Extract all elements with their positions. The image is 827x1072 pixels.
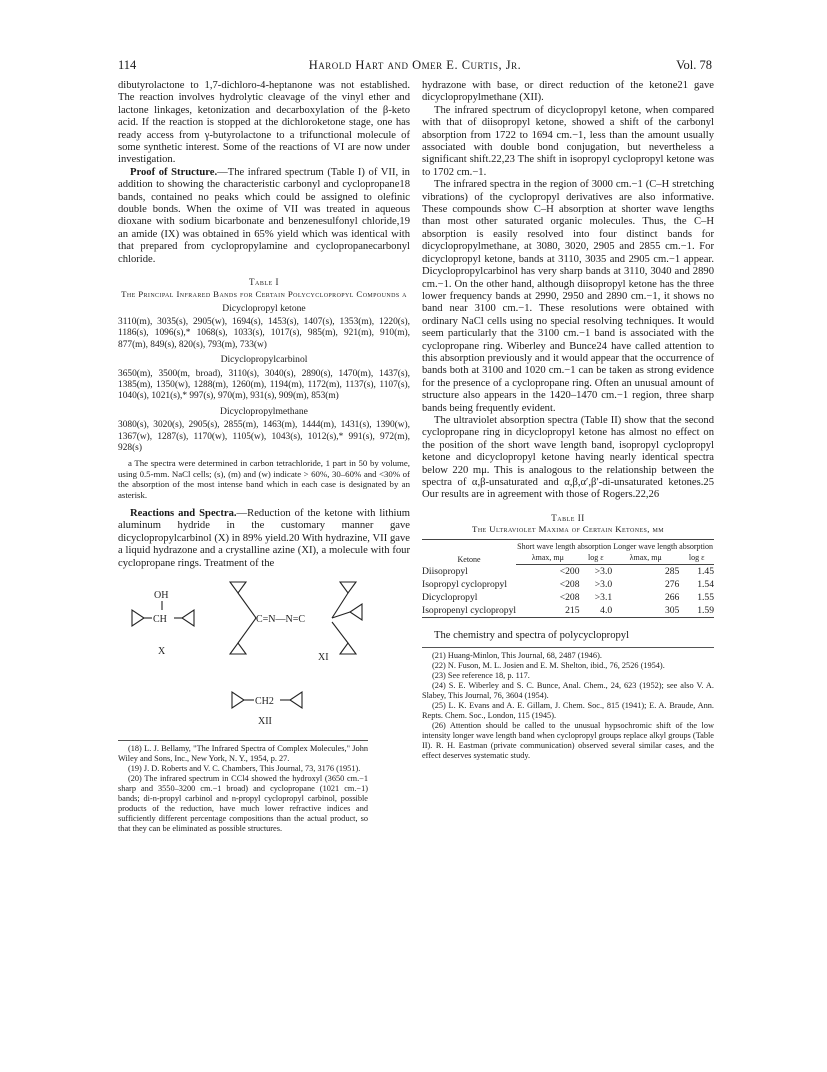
structure-xii-label: XII: [258, 716, 272, 728]
paragraph: The infrared spectrum of dicyclopropyl ketone, when compared with that of diisopropyl ketone, showed a shift of the carbonyl absorption from 1722 to 1694 cm.−1, less than the amount usually associated with double bond conjugation, but nevertheless a significant shift.22,23 The shift in isopropyl cyclopropyl ketone was to 1702 cm.−1.: [422, 104, 714, 178]
paragraph: The infrared spectra in the region of 3000 cm.−1 (C–H stretching vibrations) of the cyclopropyl derivatives are also informative. These compounds show C–H absorption at shorter wave lengths than most other saturated organic molecules. Thus, the C–H absorption is easily resolved into four distinct bands for dicyclopropylmethane, at 3080, 3020, 2905 and 2855 cm.−1. For dicyclopropyl ketone, bands at 3110, 3035 and 2905 cm.−1 appear. Dicyclopropylcarbinol has very sharp bands at 3110, 3040 and 2890 cm.−1. On the other hand, although diisopropyl ketone has the three lower frequency bands at 2990, 2950 and 2890 cm.−1, it shows no band near 3100 cm.−1. These resolutions were obtained with ordinary NaCl cells using no special resolving techniques. It would seem particularly that the 3100 cm.−1 band is associated with the cyclopropane ring. Wiberley and Bunce24 have called attention to this absorption previously and it would appear that the occurrence of bands both at 3100 and 1020 cm.−1 can be taken as strong evidence for the presence of a cyclopropane ring. Often an unusual amount of structure also appears in the 1420–1470 cm.−1 region, three sharp bands being frequently evident.: [422, 179, 714, 414]
footnotes: [422, 647, 714, 761]
band-list: 3080(s), 3020(s), 2905(s), 2855(m), 1463(m), 1444(m), 1431(s), 1390(w), 1367(w), 1287(s), 1170(w), 1105(w), 1043(s), 1012(s),* 991(s), 972(m), 928(s): [118, 420, 410, 453]
col-header-lmax: λmax, mμ: [516, 552, 579, 565]
structure-x-label: X: [158, 646, 166, 658]
left-column: [118, 80, 410, 834]
paragraph: [118, 508, 410, 570]
cell-value: >3.0: [594, 566, 613, 578]
table-caption: The Ultraviolet Maxima of Certain Ketones, mμ: [472, 524, 664, 535]
structure-x-oh: OH: [154, 590, 169, 602]
cell-ketone: Isopropyl cyclopropyl: [422, 579, 507, 591]
cell-value: 215: [516, 604, 579, 618]
uv-table: [422, 539, 714, 618]
paragraph: hydrazone with base, or direct reduction of the ketone21 gave dicyclopropylmethane (XII).: [422, 80, 714, 104]
cell-value: 1.59: [679, 604, 714, 618]
running-title: Harold Hart and Omer E. Curtis, Jr.: [308, 58, 522, 72]
compound-name: Dicyclopropyl ketone: [222, 302, 306, 314]
cell-value: <208: [559, 592, 580, 604]
cell-value: >3.1: [594, 592, 613, 604]
volume-label: Vol. 78: [676, 58, 712, 72]
col-header-longer: Longer wave length absorption: [612, 540, 714, 553]
cell-value: 285: [664, 566, 680, 578]
footnote: (24) S. E. Wiberley and S. C. Bunce, Anal. Chem., 24, 623 (1952); see also V. A. Slabey, This Journal, 76, 3604 (1954).: [422, 680, 714, 700]
band-list: 3110(m), 3035(s), 2905(w), 1694(s), 1453(s), 1407(s), 1353(m), 1220(s), 1186(s), 1096(s),* 1068(s), 1033(s), 1017(s), 985(m), 921(m), 910(m), 877(m), 849(s), 820(s), 793(m), 733(w): [118, 316, 410, 350]
cell-ketone: Diisopropyl: [422, 565, 468, 577]
col-header-ketone: Ketone: [422, 540, 516, 565]
structure-x-ch: CH: [153, 614, 167, 626]
table-footnote: a The spectra were determined in carbon tetrachloride, 1 part in 50 by volume, using 0.5-mm. NaCl cells; (s), (m) and (w) indicate > 60%, 30–60% and <30% of the absorption of the most intense band which in each case is designated by an asterisk.: [118, 458, 410, 500]
footnote: (20) The infrared spectrum in CCl4 showed the hydroxyl (3650 cm.−1 sharp and 3550–3200 cm.−1 broad) and cyclopropane (1021 cm.−1) bands; di-n-propyl carbinol and n-propyl cyclopropyl carbinol, possible products of the reduction, have much lower refractive indices and sufficiently different percentage compositions than the actual product, so that they can be eliminated as possible structures.: [118, 774, 368, 834]
col-header-loge: log ε: [580, 552, 613, 565]
structure-xii-ch2: CH2: [255, 696, 274, 708]
structure-xi-label: XI: [318, 652, 329, 664]
paragraph-text: —The infrared spectrum (Table I) of VII, in addition to showing the characteristic carbonyl and cyclopropane18 bands, contained no peaks which could be assigned to olefinic double bonds. When the oxime of VII was treated in aqueous dioxane with sodium bicarbonate and benzenesulfonyl chloride,19 an amide (IX) was obtained in 65% yield which was identical with that prepared from cyclopropylamine and cyclopropanecarbonyl chloride.: [118, 166, 410, 265]
right-column: [422, 80, 714, 761]
footnotes: [118, 740, 368, 834]
table-row: [422, 604, 714, 618]
col-header-loge: log ε: [679, 552, 714, 565]
cell-value: 1.55: [697, 592, 714, 604]
compound-name: Dicyclopropylcarbinol: [220, 354, 308, 366]
table-label: Table II: [551, 512, 585, 523]
running-header: [118, 58, 712, 74]
col-header-lmax: λmax, mμ: [612, 552, 679, 565]
paragraph: The chemistry and spectra of polycyclopropyl: [434, 630, 630, 642]
footnote: (19) J. D. Roberts and V. C. Chambers, This Journal, 73, 3176 (1951).: [128, 764, 361, 774]
table-row: [422, 578, 714, 591]
cell-value: 276: [664, 579, 680, 591]
section-heading: Reactions and Spectra.: [130, 508, 237, 519]
cell-value: 266: [664, 592, 680, 604]
footnote: (18) L. J. Bellamy, "The Infrared Spectra of Complex Molecules," John Wiley and Sons, Inc., New York, N. Y., 1954, p. 27.: [118, 744, 368, 764]
table-row: [422, 565, 714, 579]
cell-value: <208: [559, 579, 580, 591]
footnote: (23) See reference 18, p. 117.: [432, 670, 530, 680]
table-caption: The Principal Infrared Bands for Certain Polycyclopropyl Compounds a: [121, 288, 407, 299]
footnote: (26) Attention should be called to the unusual hypsochromic shift of the low intensity longer wave length band when cyclopropyl groups replace alkyl groups (Table II). R. H. Eastman (private communication) observed several similar cases, and the effect deserves systematic study.: [422, 720, 714, 760]
cell-value: <200: [559, 566, 580, 578]
paragraph: [118, 167, 410, 266]
structure-figure: [118, 574, 410, 736]
section-heading: Proof of Structure.: [130, 166, 218, 178]
footnote: (22) N. Fuson, M. L. Josien and E. M. Shelton, ibid., 76, 2526 (1954).: [432, 660, 665, 670]
col-header-short: Short wave length absorption: [516, 540, 612, 553]
structures-svg: [118, 574, 410, 736]
page-number: 114: [118, 58, 137, 72]
cell-value: >3.0: [594, 579, 613, 591]
table-row: [422, 591, 714, 604]
compound-name: Dicyclopropylmethane: [220, 405, 308, 417]
paragraph: dibutyrolactone to 1,7-dichloro-4-heptanone was not established. The reaction involves hydrolytic cleavage of the vinyl ether and lactone linkages, ketonization and decarboxylation of the β-keto acid. If the reaction is stopped at the dichloroketone stage, one has ready access from γ-butyrolactone to a trifunctional molecule of some synthetic interest. Some of the reactions of VI are now under investigation.: [118, 80, 410, 166]
paragraph: The ultraviolet absorption spectra (Table II) show that the second cyclopropane ring in dicyclopropyl ketone has almost no effect on the position of the short wave length band, isopropyl cyclopropyl ketone and dicyclopropyl ketone having nearly identical spectra below 220 mμ. This is analogous to the relationship between the spectra of α,β-unsaturated and α,β,α′,β′-di-unsaturated ketones.25 Our results are in agreement with those of Rogers.22,26: [422, 414, 714, 501]
footnote: (21) Huang-Minlon, This Journal, 68, 2487 (1946).: [432, 650, 602, 660]
footnote: (25) L. K. Evans and A. E. Gillam, J. Chem. Soc., 815 (1941); E. A. Braude, Ann. Repts. Chem. Soc., London, 115 (1945).: [422, 700, 714, 720]
band-list: 3650(m), 3500(m, broad), 3110(s), 3040(s), 2890(s), 1470(m), 1437(s), 1385(m), 1350(w), 1288(m), 1260(m), 1194(m), 1172(m), 1137(s), 1107(s), 1040(s), 1021(s),* 997(s), 970(m), 931(s), 909(m), 853(m): [118, 368, 410, 402]
cell-value: 305: [612, 604, 679, 618]
cell-value: 1.54: [697, 579, 714, 591]
cell-ketone: Dicyclopropyl: [422, 592, 478, 604]
table-label: Table I: [249, 277, 279, 288]
cell-value: 4.0: [580, 604, 613, 618]
paragraph-text: —Reduction of the ketone with lithium aluminum hydride in the customary manner gave dicyclopropylcarbinol (X) in 89% yield.20 With hydrazine, VII gave a liquid hydrazone and a crystalline azine (XI), a molecule with four cyclopropane rings. Treatment of the: [118, 508, 410, 569]
structure-xi-linkage: C=N—N=C: [256, 614, 306, 626]
cell-ketone: Isopropenyl cyclopropyl: [422, 605, 517, 617]
cell-value: 1.45: [697, 566, 714, 578]
